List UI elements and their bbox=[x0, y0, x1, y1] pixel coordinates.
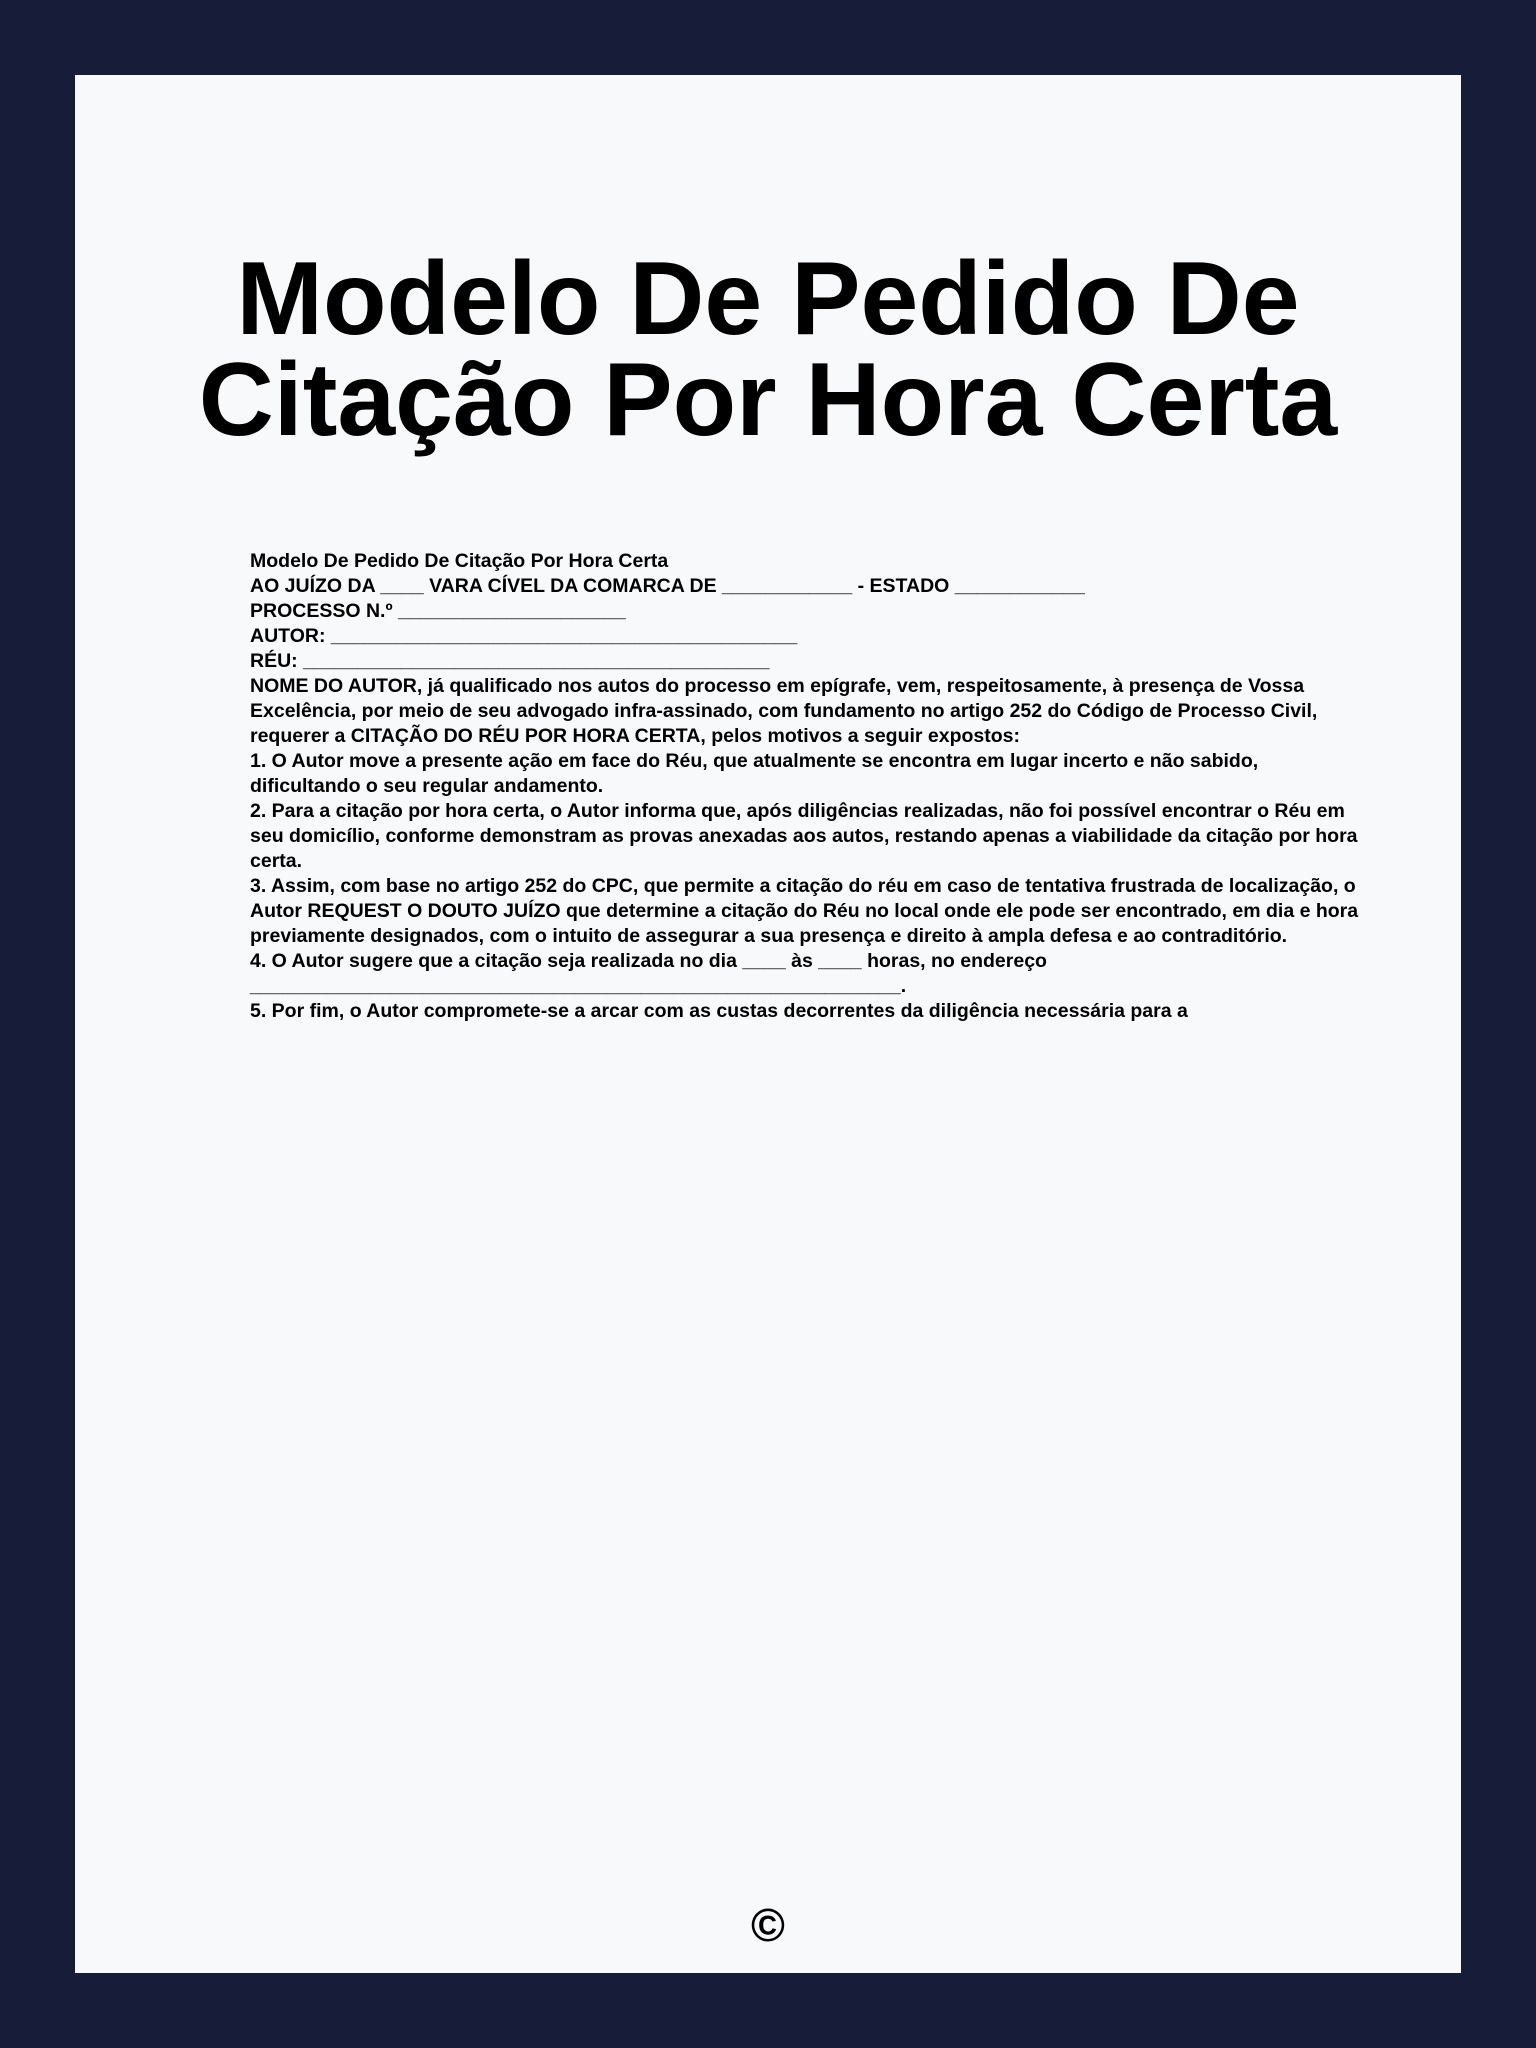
paragraph-item-3: 3. Assim, com base no artigo 252 do CPC, que permite a citação do réu em caso de tentativa frustrada de localização, o Autor REQUEST O DOUTO JUÍZO que determine a citação do Réu no local onde ele pode ser encontrado, em dia e hora previamente designados, com o intuito de assegurar a sua presença e direito à ampla defesa e ao contraditório. bbox=[250, 875, 1359, 947]
defendant-line: RÉU: ___________________________________________ bbox=[250, 650, 770, 672]
document-page bbox=[75, 75, 1461, 1973]
intro-paragraph: NOME DO AUTOR, já qualificado nos autos do processo em epígrafe, vem, respeitosamente, à presença de Vossa Excelência, por meio de seu advogado infra-assinado, com fundamento no artigo 252 do Código de Processo Civil, requerer a CITAÇÃO DO RÉU POR HORA CERTA, pelos motivos a seguir expostos: bbox=[250, 675, 1318, 747]
document-title: Modelo De Pedido De Citação Por Hora Certa bbox=[198, 241, 1338, 458]
document-heading: Modelo De Pedido De Citação Por Hora Certa bbox=[250, 550, 669, 572]
author-line: AUTOR: ___________________________________________ bbox=[250, 625, 798, 647]
process-number-line: PROCESSO N.º _____________________ bbox=[250, 600, 626, 622]
paragraph-item-5: 5. Por fim, o Autor compromete-se a arcar com as custas decorrentes da diligência necessária para a bbox=[250, 1000, 1188, 1022]
paragraph-item-2: 2. Para a citação por hora certa, o Autor informa que, após diligências realizadas, não foi possível encontrar o Réu em seu domicílio, conforme demonstram as provas anexadas aos autos, restando apenas a viabilidade da citação por hora certa. bbox=[250, 800, 1358, 872]
paragraph-item-4: 4. O Autor sugere que a citação seja realizada no dia ____ às ____ horas, no endereço ____________________________________________________________. bbox=[250, 950, 1047, 997]
addressee-line: AO JUÍZO DA ____ VARA CÍVEL DA COMARCA DE ____________ - ESTADO ____________ bbox=[250, 575, 1085, 597]
paragraph-item-1: 1. O Autor move a presente ação em face do Réu, que atualmente se encontra em lugar incerto e não sabido, dificultando o seu regular andamento. bbox=[250, 750, 1259, 797]
copyright-icon: © bbox=[751, 1899, 785, 1951]
document-body bbox=[250, 549, 1360, 1024]
